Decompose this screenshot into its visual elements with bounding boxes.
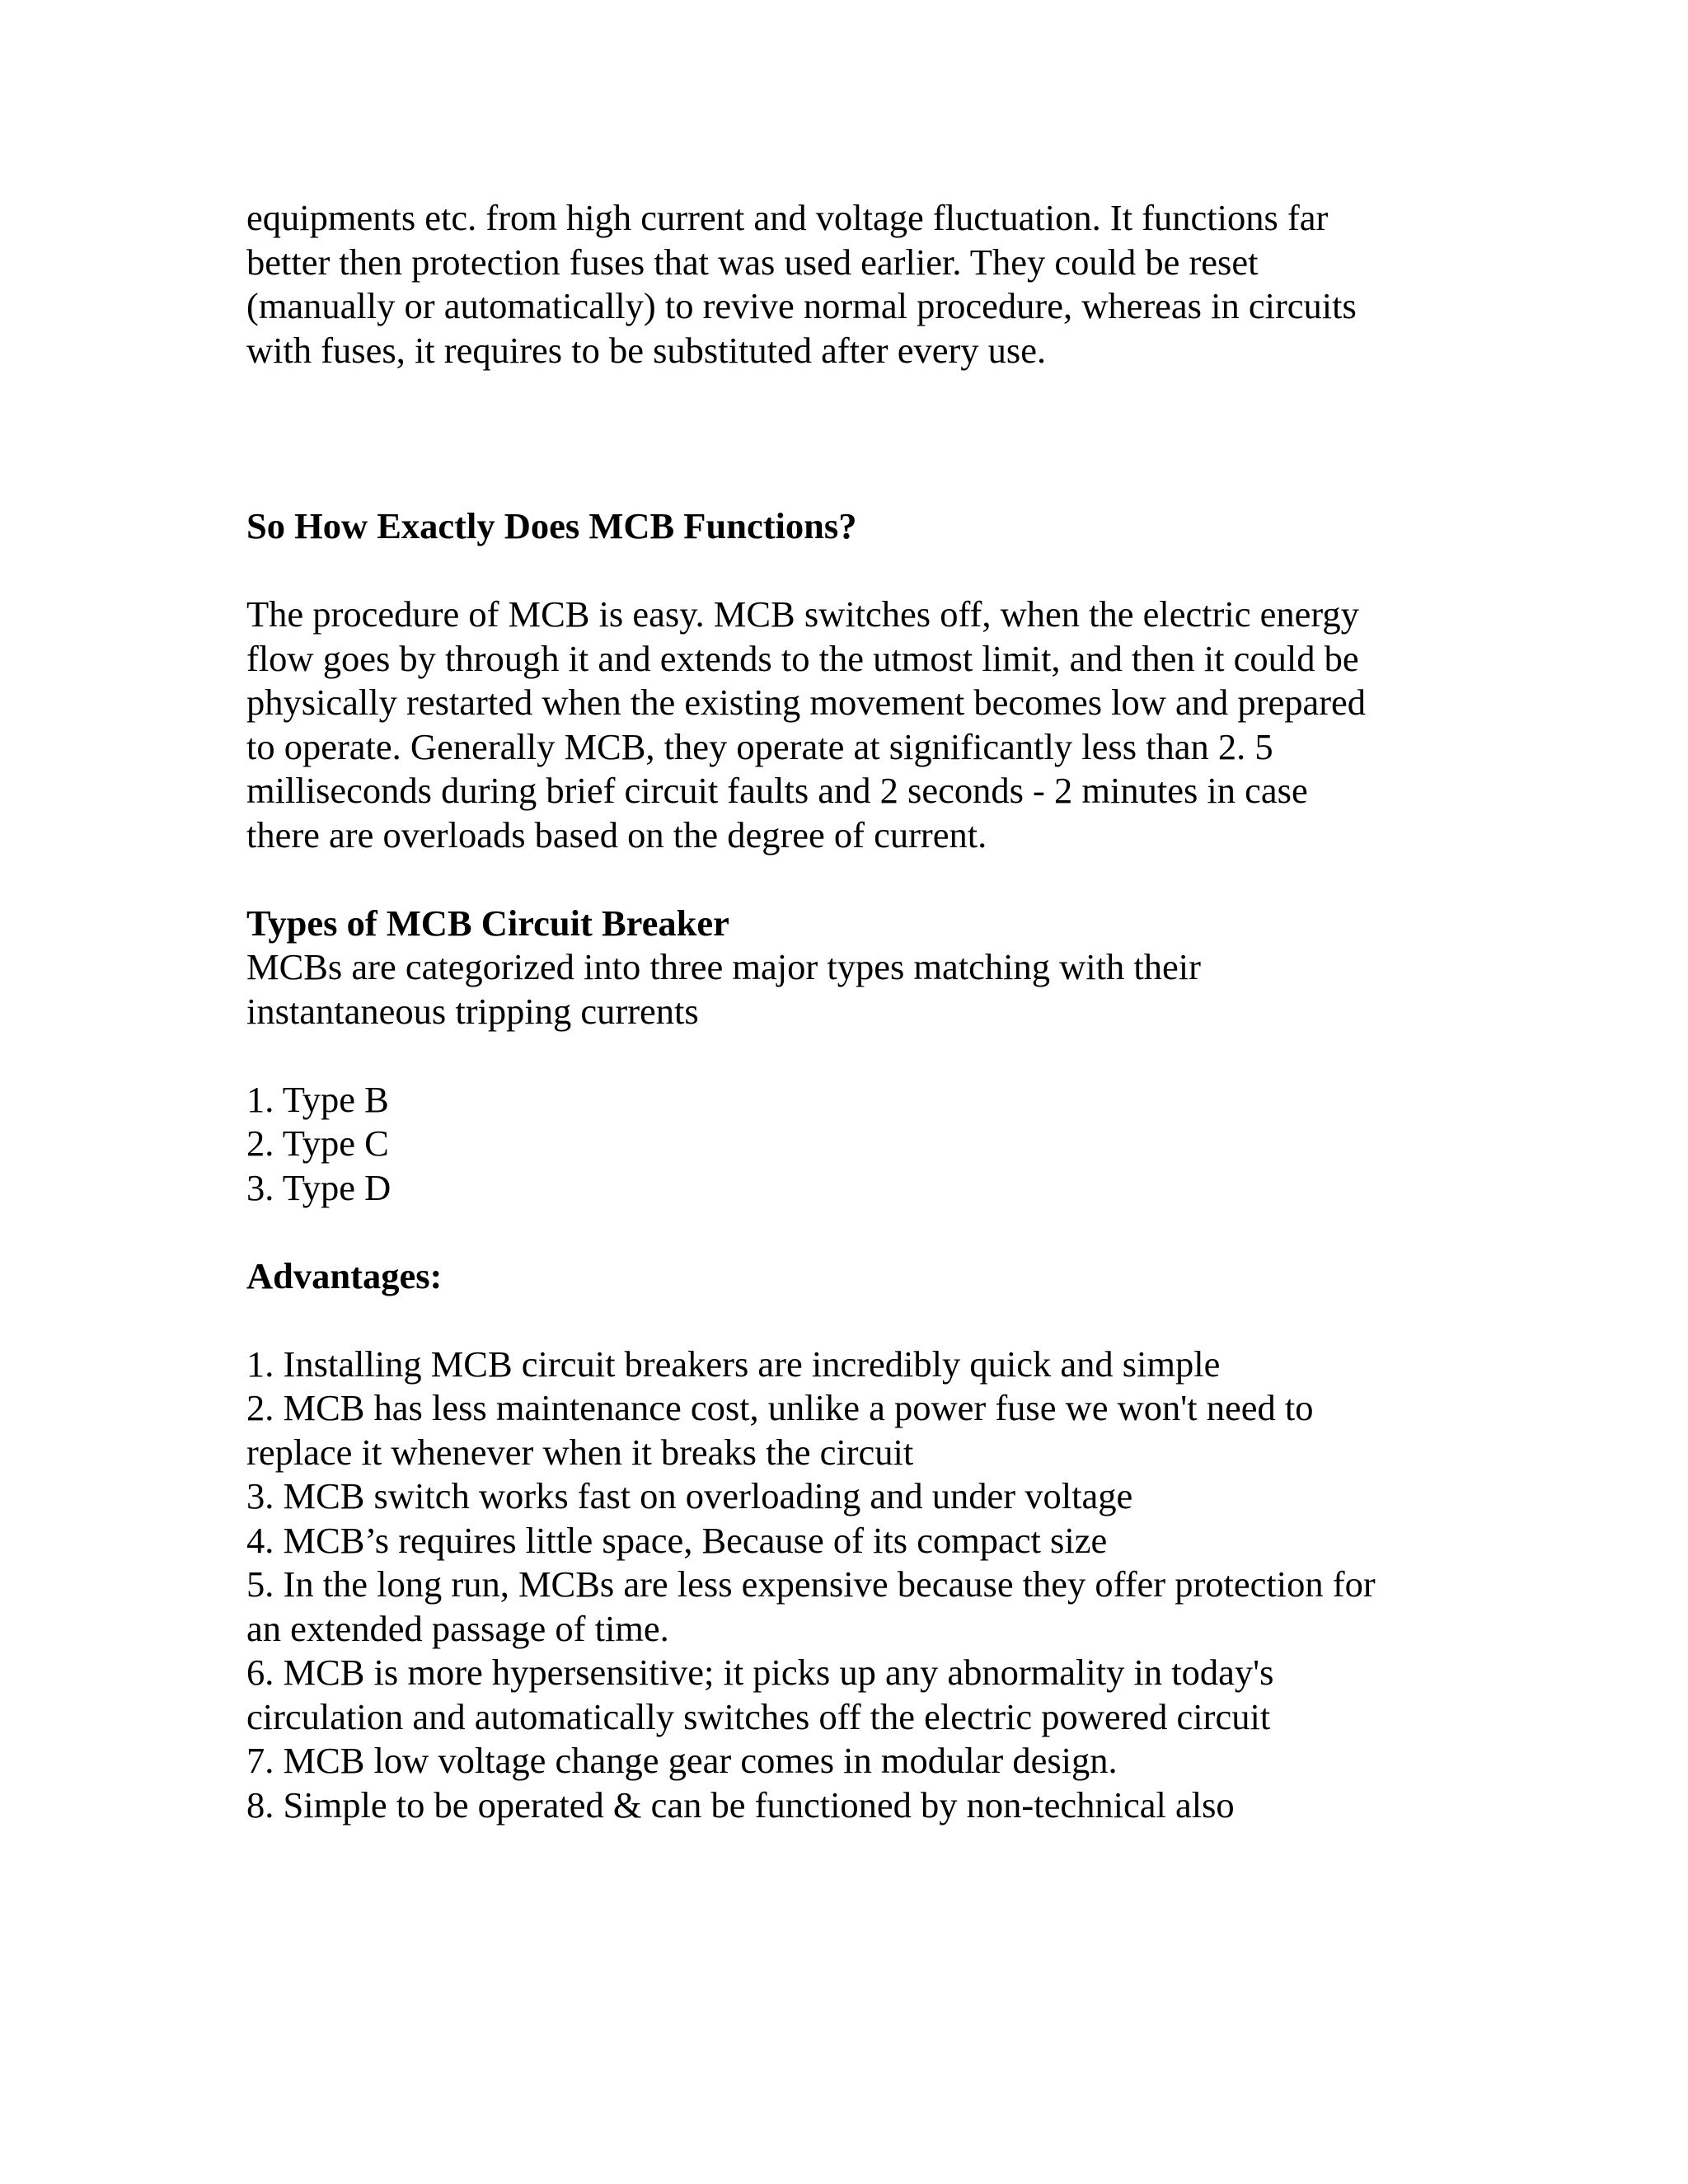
- advantage-line: 3. MCB switch works fast on overloading and under voltage: [246, 1475, 1133, 1516]
- intro-line: better then protection fuses that was used earlier. They could be reset: [246, 241, 1259, 283]
- advantage-line: circulation and automatically switches off the electric powered circuit: [246, 1695, 1271, 1737]
- types-line: instantaneous tripping currents: [246, 990, 699, 1032]
- advantage-line: an extended passage of time.: [246, 1607, 669, 1649]
- how-paragraph: [246, 593, 1450, 857]
- advantage-line: 4. MCB’s requires little space, Because of its compact size: [246, 1519, 1108, 1561]
- advantage-line: 7. MCB low voltage change gear comes in modular design.: [246, 1740, 1118, 1781]
- how-line: milliseconds during brief circuit faults and 2 seconds - 2 minutes in case: [246, 770, 1308, 811]
- advantage-line: 8. Simple to be operated & can be functioned by non-technical also: [246, 1783, 1235, 1825]
- how-heading: So How Exactly Does MCB Functions?: [246, 505, 857, 546]
- how-line: The procedure of MCB is easy. MCB switches off, when the electric energy: [246, 593, 1359, 635]
- types-heading: Types of MCB Circuit Breaker: [246, 902, 729, 944]
- intro-line: equipments etc. from high current and voltage fluctuation. It functions far: [246, 197, 1329, 238]
- advantage-line: 2. MCB has less maintenance cost, unlike a power fuse we won't need to: [246, 1387, 1314, 1428]
- advantage-line: 5. In the long run, MCBs are less expensive because they offer protection for: [246, 1563, 1376, 1605]
- types-list: [246, 1078, 1450, 1211]
- how-line: there are overloads based on the degree of current.: [246, 813, 987, 855]
- intro-line: (manually or automatically) to revive normal procedure, whereas in circuits: [246, 285, 1357, 326]
- advantages-heading: Advantages:: [246, 1254, 443, 1296]
- how-line: physically restarted when the existing movement becomes low and prepared: [246, 682, 1367, 723]
- advantage-line: 1. Installing MCB circuit breakers are incredibly quick and simple: [246, 1343, 1221, 1385]
- list-item: 1. Type B: [246, 1078, 389, 1120]
- how-line: flow goes by through it and extends to the utmost limit, and then it could be: [246, 637, 1359, 679]
- list-item: 3. Type D: [246, 1166, 392, 1208]
- advantages-list: [246, 1343, 1450, 1828]
- types-paragraph: [246, 945, 1450, 1033]
- advantage-line: replace it whenever when it breaks the circuit: [246, 1431, 914, 1473]
- list-item: 2. Type C: [246, 1122, 389, 1164]
- types-line: MCBs are categorized into three major types matching with their: [246, 946, 1201, 987]
- intro-paragraph: [246, 196, 1450, 373]
- document-page: [246, 196, 1450, 1827]
- how-line: to operate. Generally MCB, they operate at significantly less than 2. 5: [246, 725, 1273, 767]
- intro-line: with fuses, it requires to be substituted after every use.: [246, 329, 1047, 371]
- advantage-line: 6. MCB is more hypersensitive; it picks up any abnormality in today's: [246, 1652, 1274, 1693]
